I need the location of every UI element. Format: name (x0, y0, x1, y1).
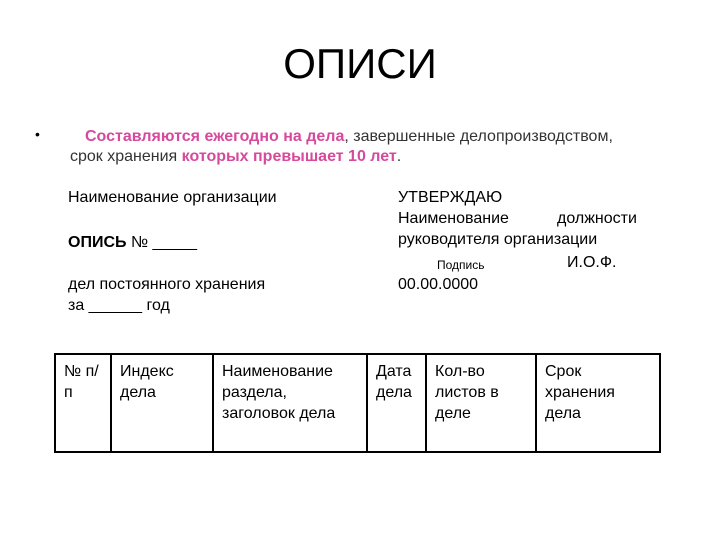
column-header-number: № п/п (55, 354, 111, 452)
organization-name: Наименование организации (68, 189, 277, 206)
bullet-line-1-emphasis: Составляются ежегодно на дела (85, 128, 345, 145)
bullet-marker: • (35, 126, 40, 142)
table-header-row (55, 354, 660, 452)
bullet-line-1-rest: , завершенные делопроизводством, (344, 128, 613, 145)
bullet-line-2-end: . (396, 148, 402, 165)
initials: И.О.Ф. (567, 254, 617, 271)
bullet-line-2 (70, 148, 401, 166)
page-title: ОПИСИ (283, 40, 437, 87)
bullet-line-2-emphasis: которых превышает 10 лет (181, 148, 397, 165)
inventory-table (54, 353, 661, 453)
bullet-line-2-start: срок хранения (70, 148, 182, 165)
bullet-line-1 (85, 128, 613, 146)
inventory-number (68, 234, 197, 252)
inventory-number-blank: № _____ (126, 234, 198, 251)
approval-date: 00.00.0000 (398, 276, 479, 293)
head-line: руководителя организации (398, 231, 598, 248)
position-word-2: должности (557, 210, 637, 227)
column-header-date: Дата дела (367, 354, 426, 452)
column-header-retention: Срок хранения дела (536, 354, 660, 452)
column-header-index: Индекс дела (111, 354, 213, 452)
signature-label: Подпись (437, 258, 485, 272)
inventory-label: ОПИСЬ (68, 234, 127, 251)
cases-line-1: дел постоянного хранения (68, 276, 266, 293)
approve-label: УТВЕРЖДАЮ (398, 189, 503, 206)
cases-line-2: за ______ год (68, 297, 170, 314)
position-word-1: Наименование (398, 210, 509, 227)
column-header-title: Наименование раздела, заголовок дела (213, 354, 367, 452)
column-header-sheet-count: Кол-во листов в деле (426, 354, 536, 452)
